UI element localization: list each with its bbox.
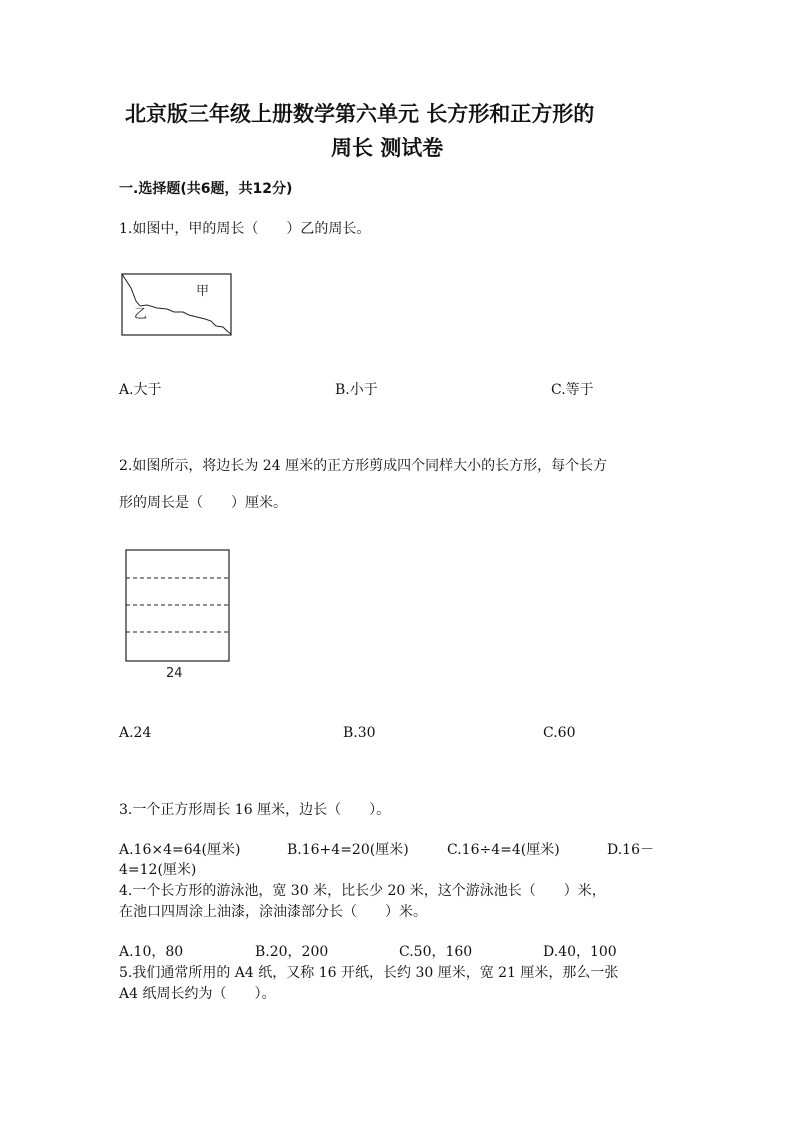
q4-option-d[interactable]: D.40，100 [543, 944, 617, 960]
question-4-line2: 在池口四周涂上油漆，涂油漆部分长（ ）米。 [119, 904, 427, 920]
q3-option-a[interactable]: A.16×4=64(厘米) [119, 842, 241, 858]
q3-option-d-continued: 4=12(厘米) [119, 862, 197, 878]
page-title-line2: 周长 测试卷 [331, 136, 444, 160]
label-yi: 乙 [134, 307, 148, 322]
question-5-line1: 5.我们通常所用的 A4 纸，又称 16 开纸，长约 30 厘米，宽 21 厘米，那么一张 [119, 965, 619, 981]
q4-option-c[interactable]: C.50，160 [399, 944, 473, 960]
question-4-line1: 4.一个长方形的游泳池，宽 30 米，比长少 20 米，这个游泳池长（ ）米， [119, 883, 606, 899]
section-heading: 一.选择题(共6题，共12分) [119, 181, 293, 197]
q4-option-b[interactable]: B.20，200 [255, 944, 329, 960]
q1-option-a[interactable]: A.大于 [119, 382, 162, 398]
question-2-line2: 形的周长是（ ）厘米。 [119, 495, 287, 511]
question-5-line2: A4 纸周长约为（ ）。 [119, 986, 276, 1002]
dividing-curve [122, 274, 231, 334]
q2-option-b[interactable]: B.30 [343, 725, 376, 741]
q3-option-b[interactable]: B.16+4=20(厘米) [287, 842, 409, 858]
q2-option-a[interactable]: A.24 [119, 725, 152, 741]
question-1-figure [119, 271, 235, 337]
q2-option-c[interactable]: C.60 [543, 725, 576, 741]
question-2-figure [124, 548, 234, 684]
page-title-line1: 北京版三年级上册数学第六单元 长方形和正方形的 [125, 102, 595, 126]
question-2-line1: 2.如图所示，将边长为 24 厘米的正方形剪成四个同样大小的长方形，每个长方 [119, 458, 608, 474]
q3-option-c[interactable]: C.16÷4=4(厘米) [447, 842, 560, 858]
q4-option-a[interactable]: A.10，80 [119, 944, 184, 960]
question-1-text: 1.如图中，甲的周长（ ）乙的周长。 [119, 221, 371, 237]
question-3-text: 3.一个正方形周长 16 厘米，边长（ ）。 [119, 802, 391, 818]
q1-option-b[interactable]: B.小于 [335, 382, 378, 398]
q3-option-d[interactable]: D.16－ [607, 842, 654, 858]
q1-option-c[interactable]: C.等于 [551, 382, 594, 398]
label-jia: 甲 [196, 284, 210, 299]
side-length-label: 24 [166, 666, 183, 681]
